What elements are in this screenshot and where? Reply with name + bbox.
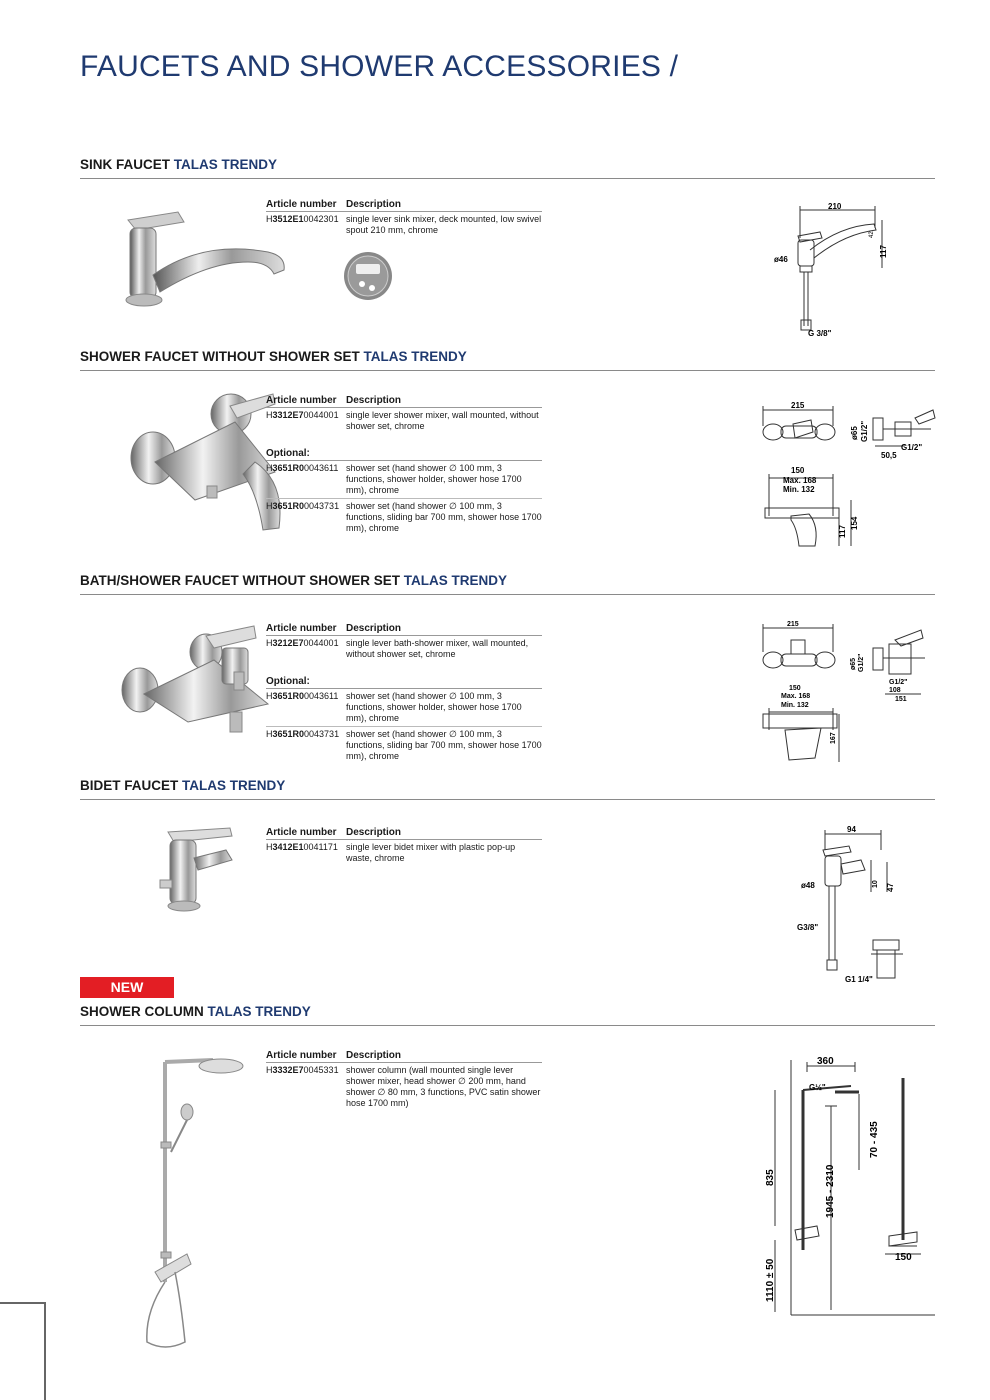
dim-label: 150 [789, 685, 801, 692]
description-header: Description [346, 1050, 402, 1061]
optional-label: Optional: [266, 676, 542, 689]
shower-column-drawing [755, 1050, 940, 1322]
table-row [266, 636, 542, 662]
article-header: Article number [266, 1050, 337, 1061]
shower-faucet-drawing [755, 396, 940, 552]
article-number: H3651R00043611 [266, 691, 339, 701]
article-description: shower column (wall mounted single lever shower mixer, head shower ∅ 200 mm, hand shower ∅ 80 mm, 3 functions, PVC satin shower hose 1700 mm) [346, 1065, 541, 1108]
dim-label: 150 [895, 1252, 912, 1263]
table-row [266, 498, 542, 536]
description-header: Description [346, 623, 402, 634]
table-row [266, 212, 542, 238]
table-row [266, 689, 542, 726]
dim-label: 167 [830, 732, 837, 744]
section-bidet-faucet [80, 778, 935, 800]
article-number: H3651R00043611 [266, 463, 339, 473]
section-bath-shower-faucet [80, 573, 935, 595]
section-title: BATH/SHOWER FAUCET WITHOUT SHOWER SET [80, 573, 400, 588]
dim-label: 47 [886, 883, 895, 892]
dim-label: 835 [765, 1169, 776, 1186]
table-header [266, 827, 542, 840]
article-description: single lever shower mixer, wall mounted, without shower set, chrome [346, 410, 539, 431]
article-description: shower set (hand shower ∅ 100 mm, 3 functions, sliding bar 700 mm, shower hose 1700 mm), chrome [346, 729, 542, 761]
section-heading [80, 349, 935, 371]
description-header: Description [346, 199, 402, 210]
article-table-shower-column [266, 1050, 542, 1111]
bath-shower-faucet-image [118, 624, 283, 739]
dim-label: 215 [791, 401, 805, 410]
bidet-faucet-image [158, 824, 238, 916]
dim-label: 117 [838, 525, 847, 538]
section-heading [80, 778, 935, 800]
article-description: shower set (hand shower ∅ 100 mm, 3 functions, shower holder, shower hose 1700 mm), chrome [346, 463, 522, 495]
dim-label: 117 [879, 245, 888, 258]
dim-label: ø48 [801, 881, 815, 890]
table-header [266, 199, 542, 212]
dim-label: G1/2" [858, 653, 865, 672]
bath-shower-faucet-drawing [755, 618, 935, 768]
article-number: H3312E70044001 [266, 410, 339, 420]
dim-label: ø65 [850, 426, 859, 440]
dim-label: Max. 168 [783, 476, 817, 485]
dim-label: G3/8" [797, 923, 819, 932]
section-brand: TALAS TRENDY [207, 1004, 311, 1019]
dim-label: Min. 132 [783, 485, 815, 494]
dim-label: 210 [828, 202, 842, 211]
page-title: FAUCETS AND SHOWER ACCESSORIES / [80, 50, 679, 83]
table-row [266, 840, 542, 866]
table-header [266, 623, 542, 636]
dim-label: G 3/8" [808, 329, 832, 338]
dim-label: 50,5 [881, 451, 897, 460]
article-number: H3651R00043731 [266, 729, 340, 739]
aerator-icon [342, 250, 394, 302]
table-row [266, 726, 542, 764]
dim-label: 150 [791, 466, 805, 475]
dim-label: ø65 [850, 657, 857, 670]
dim-label: 10 [872, 880, 879, 888]
table-row [266, 408, 542, 434]
table-row [266, 461, 542, 498]
new-badge: NEW [80, 977, 174, 998]
article-number: H3212E70044001 [266, 638, 339, 648]
article-table-bath-shower [266, 623, 542, 764]
article-description: shower set (hand shower ∅ 100 mm, 3 functions, sliding bar 700 mm, shower hose 1700 mm), chrome [346, 501, 542, 533]
shower-column-image [135, 1042, 247, 1352]
dim-label: Max. 168 [781, 693, 811, 700]
dim-label: G1/2" [889, 679, 908, 686]
bidet-faucet-drawing [795, 820, 915, 988]
article-header: Article number [266, 827, 337, 838]
dim-label: 1110 ± 50 [765, 1258, 776, 1302]
article-description: single lever sink mixer, deck mounted, low swivel spout 210 mm, chrome [346, 214, 542, 235]
dim-label: G½" [809, 1083, 826, 1092]
section-heading [80, 573, 935, 595]
section-shower-faucet [80, 349, 935, 371]
section-brand: TALAS TRENDY [363, 349, 467, 364]
article-header: Article number [266, 623, 337, 634]
section-title: BIDET FAUCET [80, 778, 179, 793]
article-number: H3512E10042301 [266, 214, 339, 224]
article-description: single lever bath-shower mixer, wall mounted, without shower set, chrome [346, 638, 529, 659]
dim-label: 94 [847, 825, 856, 834]
article-description: shower set (hand shower ∅ 100 mm, 3 functions, shower holder, shower hose 1700 mm), chrome [346, 691, 522, 723]
description-header: Description [346, 395, 402, 406]
dim-label: 151 [895, 696, 907, 703]
section-brand: TALAS TRENDY [403, 573, 508, 588]
article-number: H3332E70045331 [266, 1065, 339, 1075]
dim-label: 154 [850, 516, 859, 530]
dim-label: Min. 132 [781, 702, 809, 709]
dim-label: 108 [889, 687, 901, 694]
article-number: H3651R00043731 [266, 501, 340, 511]
dim-label: G1/2" [860, 420, 869, 442]
section-title: SHOWER FAUCET WITHOUT SHOWER SET [80, 349, 360, 364]
dim-label: G1 1/4" [845, 975, 873, 984]
dim-label: 70 - 435 [869, 1121, 880, 1158]
dim-label: G1/2" [901, 443, 923, 452]
dim-label: 215 [787, 621, 799, 628]
section-shower-column [80, 1004, 935, 1026]
dim-label: ø46 [774, 255, 788, 264]
section-heading [80, 1004, 935, 1026]
section-brand: TALAS TRENDY [182, 778, 286, 793]
article-description: single lever bidet mixer with plastic pop-up waste, chrome [346, 842, 516, 863]
article-table-shower [266, 395, 542, 536]
dim-label: 1945 - 2310 [825, 1164, 836, 1218]
dim-label: 42 [869, 231, 875, 238]
article-header: Article number [266, 199, 337, 210]
table-row [266, 1063, 542, 1111]
table-header [266, 1050, 542, 1063]
sink-faucet-drawing [770, 198, 900, 340]
page-corner-tab [0, 1302, 46, 1400]
section-sink-faucet [80, 157, 935, 179]
dim-label: 360 [817, 1056, 834, 1067]
section-title: SINK FAUCET [80, 157, 171, 172]
section-title: SHOWER COLUMN [80, 1004, 204, 1019]
article-table-bidet [266, 827, 542, 866]
section-brand: TALAS TRENDY [173, 157, 278, 172]
article-header: Article number [266, 395, 337, 406]
article-table-sink [266, 199, 542, 238]
section-heading [80, 157, 935, 179]
optional-label: Optional: [266, 448, 542, 461]
article-number: H3412E10041171 [266, 842, 338, 852]
description-header: Description [346, 827, 402, 838]
table-header [266, 395, 542, 408]
